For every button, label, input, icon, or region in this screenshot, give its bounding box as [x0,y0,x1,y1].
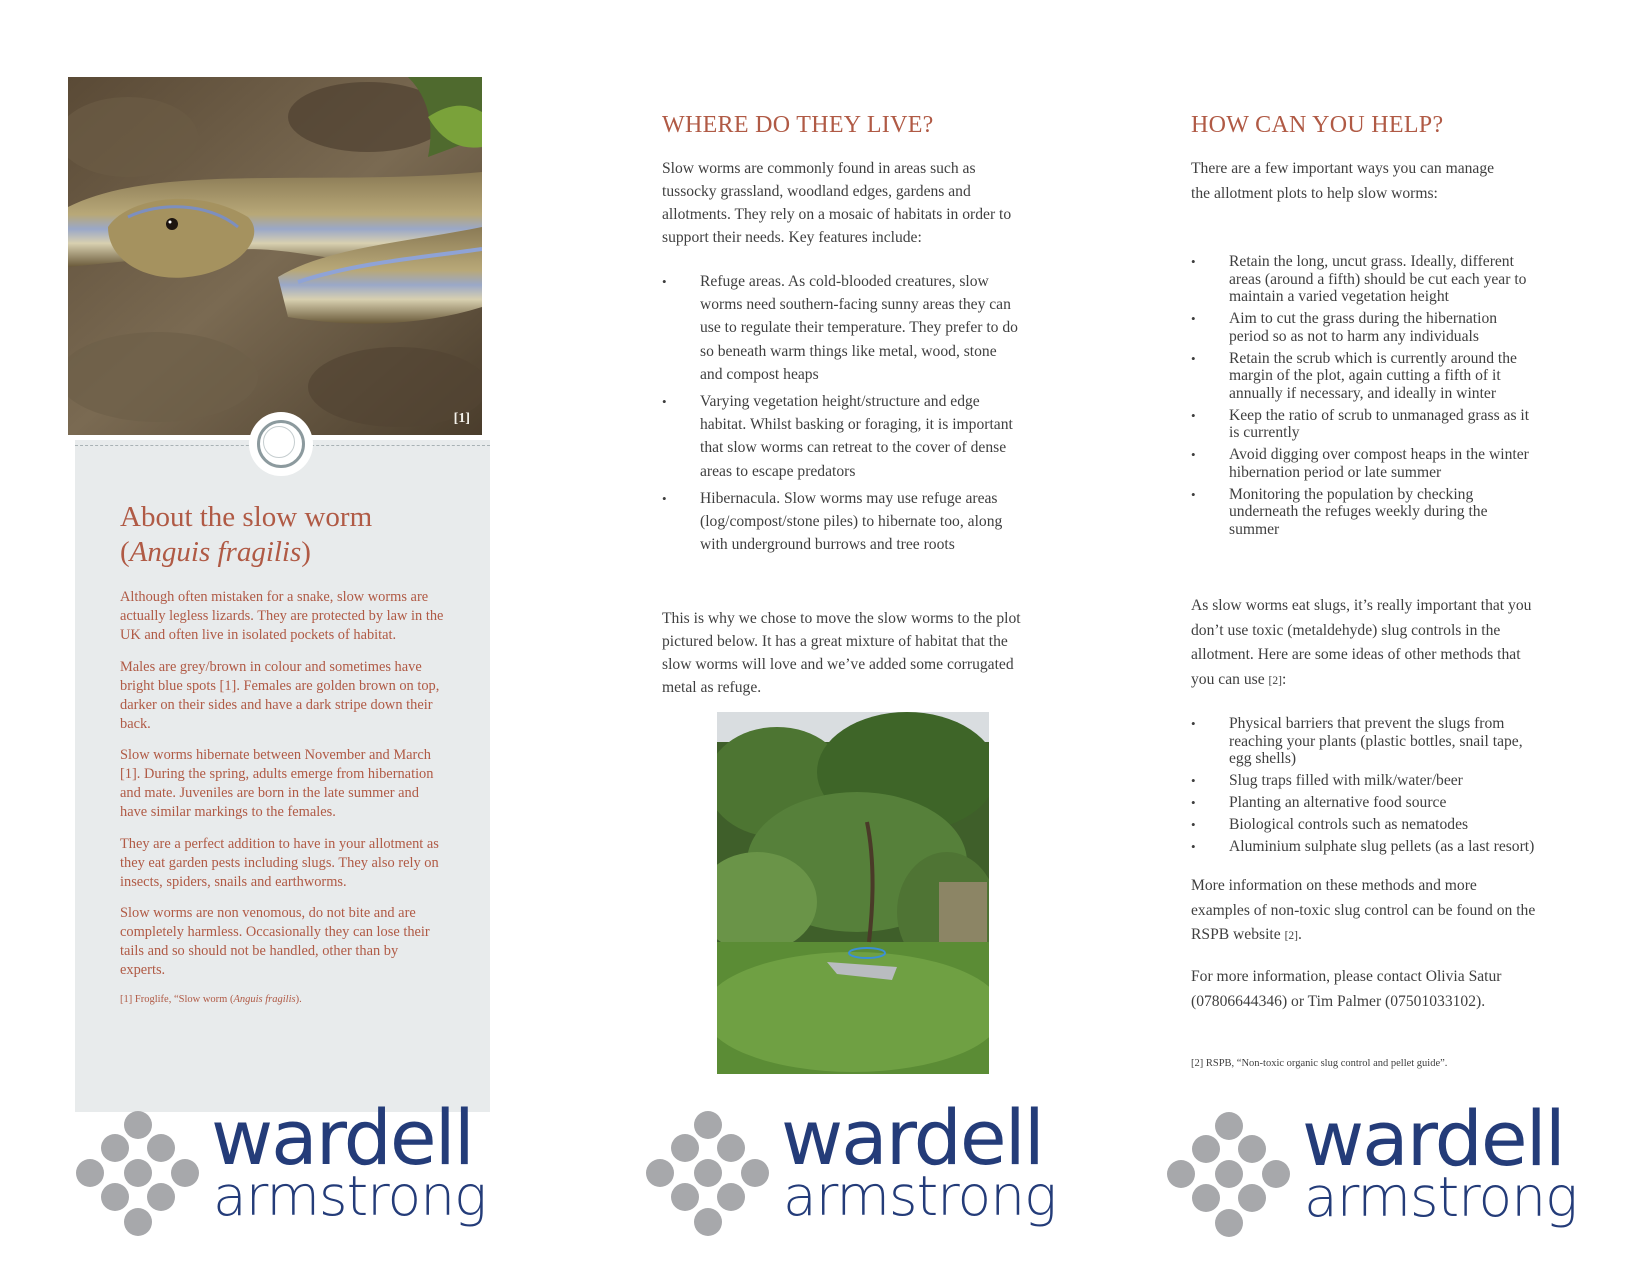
list-item [1191,794,1536,812]
about-paragraph: Slow worms are non venomous, do not bite and are completely harmless. Occasionally they can lose their tails and so should not be handled, other than by experts. [120,905,430,978]
help-list [1191,253,1536,543]
bullet-icon: • [1191,773,1196,788]
title-close-paren: ) [301,536,311,568]
list-item [662,487,1022,557]
about-body [120,588,445,1019]
list-item [1191,715,1536,768]
list-item-text: Retain the scrub which is currently around the margin of the plot, again cutting a fifth of it annually if necessary, and ideally in winter [1229,349,1517,402]
list-item [1191,253,1536,306]
reference-prefix: [1] Froglife, “Slow worm ( [120,993,234,1005]
bullet-icon: • [1191,447,1196,463]
slug-control-list [1191,715,1536,860]
photo-credit: [1] [453,411,470,426]
slow-worm-photo [68,77,482,435]
bullet-icon: • [1191,407,1196,423]
list-item [1191,838,1536,856]
list-item-text: Varying vegetation height/structure and edge habitat. Whilst basking or foraging, it is important that slow worms can retreat to the cover of dense areas to escape predators [700,393,1013,480]
wardell-armstrong-logo [1166,1094,1586,1241]
list-item [1191,350,1536,403]
bullet-icon: • [1191,839,1196,854]
about-paragraph: They are a perfect addition to have in your allotment as they eat garden pests including slugs. They also rely on insects, spiders, snails and earthworms. [120,835,439,890]
help-intro [1191,157,1501,206]
list-item-text: Biological controls such as nematodes [1229,816,1469,833]
bullet-icon: • [1191,350,1196,366]
where-outro-text: This is why we chose to move the slow worms to the plot pictured below. It has a great mixture of habitat that the slow worms will love and we’ve added some corrugated metal as refuge. [662,610,1021,696]
logo-wordmark-line1: wardell [781,1093,1043,1182]
list-item-text: Refuge areas. As cold-blooded creatures, slow worms need southern-facing sunny areas they can use to regulate their temperature. They prefer to do so beneath warm things like metal, wood, stone and compost heaps [700,273,1018,383]
slug-intro-text: As slow worms eat slugs, it’s really important that you don’t use toxic (metaldehyde) slug controls in the allotment. Here are some ideas of other methods that you can use [1191,597,1532,689]
logo-mark-icon [75,1110,205,1240]
about-title-latin: Anguis fragilis [129,536,302,568]
more-info-end: . [1298,926,1302,944]
more-info [1191,874,1536,949]
list-item [662,390,1022,483]
list-item [1191,446,1536,481]
rspb-reference: [2] RSPB, “Non-toxic organic slug control and pellet guide”. [1191,1058,1448,1069]
list-item-text: Retain the long, uncut grass. Ideally, different areas (around a fifth) should be cut each year to maintain a varied vegetation height [1229,253,1527,305]
where-title: WHERE DO THEY LIVE? [662,112,934,138]
bullet-icon: • [1191,254,1196,269]
reference-suffix: ). [295,993,302,1005]
more-info-reference-marker: [2] [1284,930,1298,943]
contact-info [1191,965,1536,1014]
list-item [1191,772,1536,790]
list-item [1191,407,1536,442]
about-title-line1: About the slow worm [120,501,373,533]
list-item [662,270,1022,386]
help-intro-text: There are a few important ways you can manage the allotment plots to help slow worms: [1191,160,1495,202]
where-intro [662,157,1022,249]
title-open-paren: ( [120,536,130,568]
logo-mark-icon [645,1110,775,1240]
slug-intro [1191,594,1536,694]
bullet-icon: • [662,490,667,506]
help-title: HOW CAN YOU HELP? [1191,112,1444,138]
logo-wordmark-line1: wardell [211,1093,473,1182]
bullet-icon: • [1191,817,1196,832]
reference-latin: Anguis fragilis [233,993,296,1005]
bullet-icon: • [662,274,667,289]
contact-text: For more information, please contact Olivia Satur (07806644346) or Tim Palmer (07501033102). [1191,968,1502,1010]
list-item-text: Hibernacula. Slow worms may use refuge areas (log/compost/stone piles) to hibernate too, along with underground burrows and tree roots [700,489,1003,554]
wardell-armstrong-logo [75,1093,495,1240]
about-paragraph: Slow worms hibernate between November and March [1]. During the spring, adults emerge from hibernation and mate. Juveniles are born in the late summer and have similar markings to the females. [120,747,434,820]
list-item-text: Slug traps filled with milk/water/beer [1229,772,1463,789]
list-item-text: Physical barriers that prevent the slugs from reaching your plants (plastic bottles, snail tape, egg shells) [1229,715,1523,767]
logo-wordmark-line1: wardell [1302,1094,1564,1183]
list-item-text: Keep the ratio of scrub to unmanaged grass as it is currently [1229,406,1530,442]
allotment-plot-photo [717,712,989,1074]
logo-wordmark-line2: armstrong [1304,1165,1578,1229]
about-paragraph: Males are grey/brown in colour and sometimes have bright blue spots [1]. Females are golden brown on top, darker on their sides and have a dark stripe down their back. [120,658,440,732]
logo-wordmark-line2: armstrong [783,1164,1057,1228]
where-intro-text: Slow worms are commonly found in areas such as tussocky grassland, woodland edges, gardens and allotments. They rely on a mosaic of habitats in order to support their needs. Key features include: [662,160,1012,246]
list-item [1191,816,1536,834]
bullet-icon: • [1191,795,1196,810]
list-item-text: Monitoring the population by checking underneath the refuges weekly during the summer [1229,485,1488,538]
slug-intro-end: : [1281,671,1287,689]
logo-wordmark-line2: armstrong [213,1164,487,1228]
bullet-icon: • [662,394,667,410]
more-info-text: More information on these methods and more examples of non-toxic slug control can be found on the RSPB website [1191,877,1536,944]
slug-reference-marker: [2] [1268,675,1282,688]
list-item-text: Avoid digging over compost heaps in the winter hibernation period or late summer [1229,446,1529,481]
where-outro [662,607,1022,699]
habitat-list [662,270,1022,560]
logo-mark-icon [1166,1111,1296,1241]
list-item-text: Aim to cut the grass during the hibernation period so as not to harm any individuals [1229,310,1498,345]
bullet-icon: • [1191,486,1196,502]
list-item [1191,486,1536,539]
froglife-reference [120,993,445,1007]
about-paragraph: Although often mistaken for a snake, slow worms are actually legless lizards. They are protected by law in the UK and often live in isolated pockets of habitat. [120,589,444,643]
bullet-icon: • [1191,716,1196,731]
about-title [120,500,470,570]
bullet-icon: • [1191,311,1196,327]
list-item [1191,310,1536,345]
list-item-text: Planting an alternative food source [1229,794,1447,811]
list-item-text: Aluminium sulphate slug pellets (as a last resort) [1229,838,1535,855]
circle-badge-icon [249,412,313,476]
wardell-armstrong-logo [645,1093,1065,1240]
